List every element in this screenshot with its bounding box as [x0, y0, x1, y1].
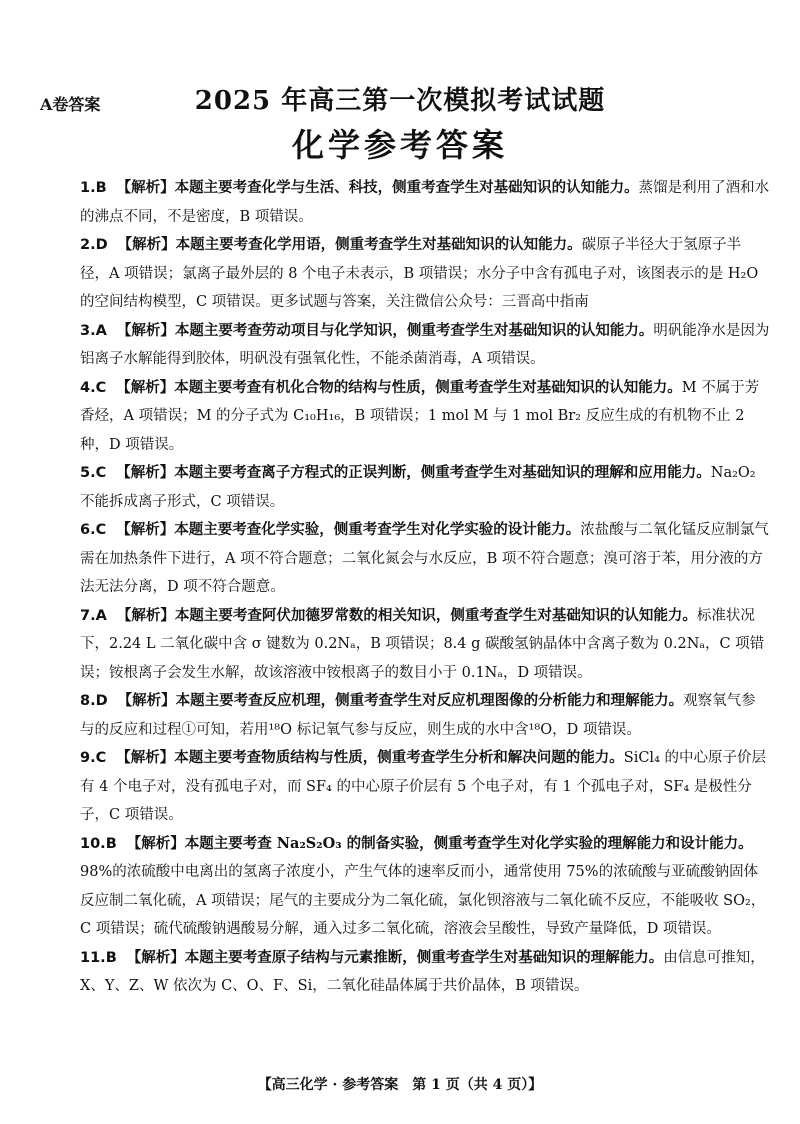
analysis-detail: Na₂O₂ 不能拆成离子形式，C 项错误。: [80, 465, 756, 510]
answer-item-1: [80, 174, 770, 231]
answer-letter: D: [95, 237, 108, 253]
question-number: 4.: [80, 379, 96, 396]
analysis-detail: 浓盐酸与二氧化锰反应制氯气需在加热条件下进行，A 项不符合题意；二氧化氮会与水反应，B 项不符合题意；溴可溶于苯，用分液的方法无法分离，D 项不符合题意。: [80, 522, 769, 595]
analysis-focus: 本题主要考查劳动项目与化学知识，侧重考查学生对基础知识的认知能力。: [174, 321, 654, 339]
question-number: 6.: [80, 522, 96, 538]
answer-item-2: [80, 231, 770, 317]
analysis-detail: 观察氧气参与的反应和过程①可知，若用¹⁸O 标记氧气参与反应，则生成的水中含¹⁸O，D 项错误。: [80, 693, 756, 738]
analysis-detail: 碳原子半径大于氢原子半径，A 项错误；氯离子最外层的 8 个电子未表示，B 项错误；水分子中含有孤电子对，该图表示的是 H₂O 的空间结构模型，C 项错误。更多试题与答案，关注微信公众号：三晋高中指南: [80, 237, 759, 310]
answer-item-6: [80, 516, 770, 602]
analysis-detail: M 不属于芳香烃，A 项错误；M 的分子式为 C₁₀H₁₆，B 项错误；1 mol M 与 1 mol Br₂ 反应生成的有机物不止 2 种，D 项错误。: [80, 379, 760, 453]
analysis-focus: 本题主要考查 Na₂S₂O₃ 的制备实验，侧重考查学生对化学实验的理解能力和设计能力。: [184, 834, 753, 852]
answer-letter: A: [95, 322, 107, 339]
analysis-focus: 本题主要考查化学实验，侧重考查学生对化学实验的设计能力。: [174, 521, 581, 538]
answer-item-5: [80, 459, 770, 516]
analysis-focus: 本题主要考查原子结构与元素推断，侧重考查学生对基础知识的理解能力。: [184, 948, 664, 966]
answer-letter: C: [95, 750, 107, 766]
analysis-focus: 本题主要考查反应机理，侧重考查学生对反应机理图像的分析能力和理解能力。: [175, 692, 684, 709]
answer-list: [80, 174, 770, 1001]
page-footer: 【高三化学 · 参考答案 第 1 页（共 4 页）】: [257, 1077, 543, 1093]
question-number: 1.: [80, 180, 96, 196]
analysis-detail: 由信息可推知，X、Y、Z、W 依次为 C、O、F、Si，二氧化硅晶体属于共价晶体，B 项错误。: [80, 949, 765, 994]
analysis-tag: 【解析】: [126, 948, 185, 966]
analysis-focus: 本题主要考查物质结构与性质，侧重考查学生分析和解决问题的能力。: [174, 749, 624, 766]
paper-version-label: A卷答案: [40, 95, 101, 114]
question-number: 8.: [80, 693, 96, 709]
question-number: 5.: [80, 465, 96, 481]
answer-letter: D: [95, 693, 108, 709]
analysis-detail: 明矾能净水是因为铝离子水解能得到胶体，明矾没有强氧化性，不能杀菌消毒，A 项错误。: [80, 322, 770, 367]
answer-item-8: [80, 687, 770, 744]
analysis-tag: 【解析】: [116, 521, 175, 538]
analysis-tag: 【解析】: [117, 236, 176, 253]
question-number: 9.: [80, 750, 96, 766]
answer-letter: A: [95, 607, 107, 624]
analysis-focus: 本题主要考查有机化合物的结构与性质，侧重考查学生对基础知识的认知能力。: [174, 378, 682, 396]
answer-letter: C: [95, 465, 107, 481]
answer-item-3: [80, 317, 770, 374]
exam-title: 2025 年高三第一次模拟考试试题: [194, 86, 606, 116]
analysis-detail: SiCl₄ 的中心原子价层有 4 个电子对，没有孤电子对，而 SF₄ 的中心原子价层有 5 个电子对，有 1 个孤电子对，SF₄ 是极性分子，C 项错误。: [80, 750, 766, 823]
answer-letter: B: [105, 949, 117, 966]
answer-letter: C: [95, 379, 107, 396]
analysis-tag: 【解析】: [116, 606, 175, 624]
analysis-tag: 【解析】: [116, 464, 175, 481]
question-number: 11.: [80, 949, 106, 966]
analysis-tag: 【解析】: [116, 378, 175, 396]
analysis-detail: 标准状况下，2.24 L 二氧化碳中含 σ 键数为 0.2Nₐ，B 项错误；8.4 g 碳酸氢钠晶体中含离子数为 0.2Nₐ，C 项错误；铵根离子会发生水解，故该溶液中铵根离子的数目小于 0.1Nₐ，D 项错误。: [80, 607, 765, 681]
analysis-tag: 【解析】: [116, 749, 175, 766]
question-number: 7.: [80, 607, 96, 624]
analysis-detail: 蒸馏是利用了酒和水的沸点不同，不是密度，B 项错误。: [80, 180, 770, 225]
analysis-tag: 【解析】: [116, 179, 175, 196]
answer-item-4: [80, 374, 770, 460]
question-number: 3.: [80, 322, 96, 339]
question-number: 10.: [80, 835, 106, 852]
answer-item-7: [80, 602, 770, 688]
analysis-focus: 本题主要考查化学用语，侧重考查学生对基础知识的认知能力。: [175, 236, 582, 253]
analysis-tag: 【解析】: [116, 321, 175, 339]
answer-key-title: 化学参考答案: [291, 126, 508, 164]
question-number: 2.: [80, 237, 96, 253]
answer-item-9: [80, 744, 770, 830]
analysis-tag: 【解析】: [117, 692, 176, 709]
analysis-focus: 本题主要考查阿伏加德罗常数的相关知识，侧重考查学生对基础知识的认知能力。: [174, 606, 697, 624]
analysis-detail: 98%的浓硫酸中电离出的氢离子浓度小，产生气体的速率反而小，通常使用 75%的浓硫酸与亚硫酸钠固体反应制二氧化硫，A 项错误；尾气的主要成分为二氧化硫，氯化钡溶液与二氧化硫不反应，不能吸收 SO₂，C 项错误；硫代硫酸钠遇酸易分解，通入过多二氧化硫，溶液会呈酸性，导致产量降低，D 项错误。: [80, 864, 766, 937]
answer-item-11: [80, 944, 770, 1001]
answer-letter: C: [95, 522, 107, 538]
answer-letter: B: [95, 180, 107, 196]
analysis-tag: 【解析】: [126, 834, 185, 852]
answer-letter: B: [105, 835, 117, 852]
analysis-focus: 本题主要考查离子方程式的正误判断，侧重考查学生对基础知识的理解和应用能力。: [174, 464, 711, 481]
analysis-focus: 本题主要考查化学与生活、科技，侧重考查学生对基础知识的认知能力。: [174, 179, 639, 196]
answer-item-10: [80, 830, 770, 944]
